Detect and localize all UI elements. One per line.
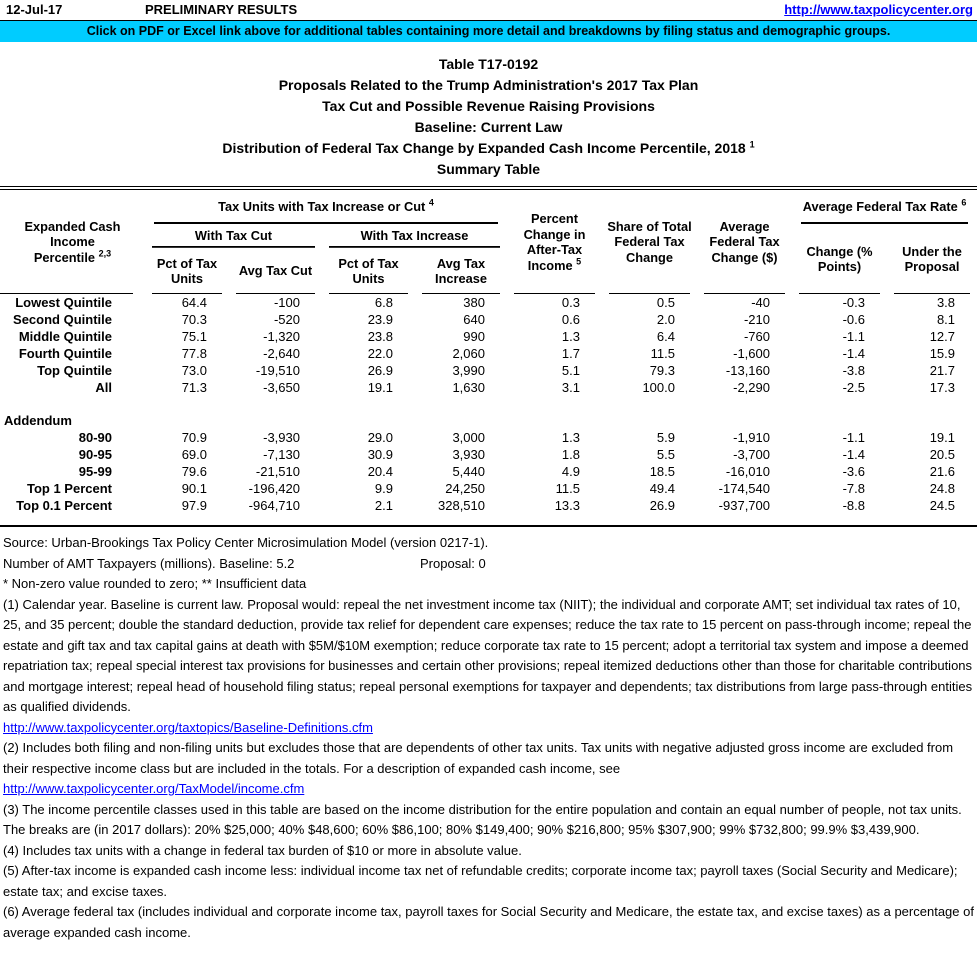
cell: 1.7 bbox=[561, 346, 580, 361]
cell: 2,060 bbox=[452, 346, 485, 361]
cell: 11.5 bbox=[650, 346, 675, 361]
date-label: 12-Jul-17 bbox=[6, 2, 63, 17]
cell: 5.9 bbox=[656, 430, 675, 445]
table-row bbox=[0, 362, 977, 379]
cell: -3.8 bbox=[842, 363, 865, 378]
footnote-ref: 1 bbox=[749, 139, 755, 150]
cell: 5.1 bbox=[561, 363, 580, 378]
cell: -1,910 bbox=[733, 430, 770, 445]
table-row bbox=[0, 480, 977, 497]
footnote-1: (1) Calendar year. Baseline is current law. Proposal would: repeal the net investment income tax (NIIT); the individual and corporate AMT; set individual tax rates of 10, 25, and 35 percent; double the standard deduction, provide tax relief for dependent care expenses; reduce the tax rate to 15 percent on pass-through income; repeal the estate and gift tax and tax capital gains at death with $5M/$10M exemption; reduce corporate tax rate to 15 percent; adopt a territorial tax system and impose a deemed repatriation tax; repeal special interest tax provisions for businesses and certain other provisions; repeal itemized deductions other than those for charitable contributions and mortgage interest; repeal head of household filing status; repeal personal exemptions for taxpayer and dependents; tax distributions from large pass-through entities as qualified dividends. bbox=[3, 596, 973, 714]
cell: 90.1 bbox=[181, 481, 207, 496]
cell: -100 bbox=[273, 295, 300, 310]
header-group-average-federal-tax-rate: Average Federal Tax Rate $^6$ bbox=[792, 188, 977, 224]
cell: 30.9 bbox=[367, 447, 393, 462]
header-avg-tax-increase: Avg Tax Increase bbox=[415, 248, 507, 294]
footnote-ref: 4 bbox=[428, 197, 434, 208]
amt-taxpayers-note bbox=[3, 554, 974, 575]
row-label: 95-99 bbox=[78, 464, 112, 479]
distribution-table bbox=[0, 186, 977, 527]
cell: 990 bbox=[463, 329, 485, 344]
row-label: Middle Quintile bbox=[18, 329, 112, 344]
addendum-label: Addendum bbox=[4, 412, 72, 428]
footnote-3: (3) The income percentile classes used in this table are based on the income distribution for the entire population and contain an equal number of people, not tax units. The breaks are (in 2017 dollars): 20% $25,000; 40% $48,600; 60% $86,100; 80% $149,400; 90% $216,800; 95% $307,900; 99% $732,800; 99.9% $3,439,900. bbox=[3, 801, 962, 837]
cell: 22.0 bbox=[367, 346, 393, 361]
title-line-table-number: Table T17-0192 bbox=[438, 56, 539, 72]
cell: 0.3 bbox=[561, 295, 580, 310]
cell: 75.1 bbox=[181, 329, 207, 344]
cell: 380 bbox=[463, 295, 485, 310]
cell: -2.5 bbox=[842, 380, 865, 395]
cell: 19.1 bbox=[929, 430, 956, 445]
cell: 69.0 bbox=[181, 447, 207, 462]
rounding-note: * Non-zero value rounded to zero; ** Insufficient data bbox=[3, 576, 307, 591]
cell: -0.6 bbox=[842, 312, 865, 327]
cell: 49.4 bbox=[649, 481, 675, 496]
cell: 24.5 bbox=[929, 498, 956, 513]
title-line-provisions: Tax Cut and Possible Revenue Raising Provisions bbox=[322, 98, 655, 114]
table-title bbox=[0, 54, 977, 180]
site-link[interactable]: http://www.taxpolicycenter.org bbox=[784, 2, 973, 17]
spacer-row bbox=[0, 514, 977, 526]
cell: -1,320 bbox=[263, 329, 300, 344]
cell: -1.1 bbox=[842, 329, 865, 344]
cell: 11.5 bbox=[555, 481, 580, 496]
cell: 13.3 bbox=[554, 498, 580, 513]
cell: -174,540 bbox=[718, 481, 770, 496]
header-pct-change-after-tax-income: Percent Change in After-Tax Income $^5$ bbox=[507, 188, 602, 294]
source-note: Source: Urban-Brookings Tax Policy Center Microsimulation Model (version 0217-1). bbox=[3, 535, 489, 550]
cell: -19,510 bbox=[255, 363, 300, 378]
cell: -7.8 bbox=[842, 481, 865, 496]
cell: -1.4 bbox=[842, 447, 865, 462]
table-row bbox=[0, 311, 977, 328]
row-label: 80-90 bbox=[78, 430, 112, 445]
cell: 6.4 bbox=[656, 329, 675, 344]
row-label: Lowest Quintile bbox=[15, 295, 112, 310]
header-rate-under-proposal: Under the Proposal bbox=[887, 224, 977, 294]
row-label: Top Quintile bbox=[37, 363, 112, 378]
cell: -3,650 bbox=[263, 380, 300, 395]
income-definition-link[interactable]: http://www.taxpolicycenter.org/TaxModel/income.cfm bbox=[3, 781, 305, 796]
cell: 0.5 bbox=[656, 295, 675, 310]
cell: -1.4 bbox=[842, 346, 865, 361]
cell: 8.1 bbox=[936, 312, 956, 327]
cell: 15.9 bbox=[929, 346, 956, 361]
amt-baseline-value: Number of AMT Taxpayers (millions). Baseline: 5.2 bbox=[3, 555, 295, 571]
cell: -13,160 bbox=[725, 363, 770, 378]
cell: -16,010 bbox=[725, 464, 770, 479]
cell: 1.3 bbox=[561, 430, 580, 445]
row-label: 90-95 bbox=[78, 447, 112, 462]
cell: 2.0 bbox=[656, 312, 675, 327]
cell: 1.3 bbox=[561, 329, 580, 344]
table-row bbox=[0, 463, 977, 480]
cell: -7,130 bbox=[263, 447, 300, 462]
cell: 70.9 bbox=[181, 430, 207, 445]
row-label: All bbox=[95, 380, 112, 395]
baseline-definitions-link[interactable]: http://www.taxpolicycenter.org/taxtopics/Baseline-Definitions.cfm bbox=[3, 719, 373, 735]
cell: 3,930 bbox=[452, 447, 485, 462]
cell: 97.9 bbox=[181, 498, 207, 513]
cell: 3,990 bbox=[452, 363, 485, 378]
cell: 2.1 bbox=[374, 498, 393, 513]
cell: 5,440 bbox=[452, 464, 485, 479]
footnote-6: (6) Average federal tax (includes individual and corporate income tax, payroll taxes for Social Security and Medicare, the estate tax, and excise taxes) as a percentage of average expanded cash income. bbox=[3, 904, 974, 940]
cell: -1,600 bbox=[733, 346, 770, 361]
cell: -3.6 bbox=[842, 464, 865, 479]
cell: 5.5 bbox=[656, 447, 675, 462]
cell: 29.0 bbox=[367, 430, 393, 445]
cell: -3,700 bbox=[733, 447, 770, 462]
table-row bbox=[0, 429, 977, 446]
cell: 21.6 bbox=[929, 464, 956, 479]
cell: 20.4 bbox=[367, 464, 393, 479]
cell: -2,290 bbox=[733, 380, 770, 395]
table-row bbox=[0, 379, 977, 396]
header-avg-tax-cut: Avg Tax Cut bbox=[229, 248, 322, 294]
cell: 77.8 bbox=[181, 346, 207, 361]
addendum-row bbox=[0, 411, 977, 429]
row-label: Fourth Quintile bbox=[18, 346, 112, 361]
header-rate-change-points: Change (% Points) bbox=[792, 224, 887, 294]
cell: -0.3 bbox=[842, 295, 865, 310]
header-pct-tax-units-increase: Pct of Tax Units bbox=[322, 248, 415, 294]
cell: -210 bbox=[743, 312, 770, 327]
cell: 3.8 bbox=[936, 295, 956, 310]
cell: -196,420 bbox=[248, 481, 300, 496]
cell: 9.9 bbox=[374, 481, 393, 496]
cell: 4.9 bbox=[561, 464, 580, 479]
table-row bbox=[0, 328, 977, 345]
title-line-proposal: Proposals Related to the Trump Administration's 2017 Tax Plan bbox=[278, 77, 699, 93]
cell: 79.6 bbox=[181, 464, 207, 479]
cell: -760 bbox=[743, 329, 770, 344]
footnotes bbox=[0, 527, 977, 953]
cell: -520 bbox=[273, 312, 300, 327]
cell: 19.1 bbox=[367, 380, 393, 395]
cell: 71.3 bbox=[181, 380, 207, 395]
cell: 23.9 bbox=[367, 312, 393, 327]
header-average-federal-tax-change: Average Federal Tax Change ($) bbox=[697, 188, 792, 294]
row-label: Top 0.1 Percent bbox=[16, 498, 112, 513]
spacer-row bbox=[0, 396, 977, 411]
info-banner: Click on PDF or Excel link above for additional tables containing more detail and breakdowns by filing status and demographic groups. bbox=[0, 21, 977, 42]
top-bar bbox=[0, 0, 977, 21]
cell: 0.6 bbox=[561, 312, 580, 327]
footnote-ref: 5 bbox=[576, 256, 582, 267]
cell: 12.7 bbox=[929, 329, 956, 344]
cell: -40 bbox=[751, 295, 770, 310]
header-group-tax-units-increase-or-cut: Tax Units with Tax Increase or Cut $^4$ bbox=[145, 188, 507, 224]
title-line-baseline: Baseline: Current Law bbox=[414, 119, 563, 135]
header-with-tax-cut: With Tax Cut bbox=[145, 224, 322, 248]
cell: -964,710 bbox=[248, 498, 300, 513]
footnote-5: (5) After-tax income is expanded cash income less: individual income tax net of refundable credits; corporate income tax; payroll taxes (Social Security and Medicare); estate tax; and excise taxes. bbox=[3, 863, 958, 899]
cell: 73.0 bbox=[181, 363, 207, 378]
header-with-tax-increase: With Tax Increase bbox=[322, 224, 507, 248]
footnote-4: (4) Includes tax units with a change in federal tax burden of $10 or more in absolute value. bbox=[3, 842, 522, 858]
cell: 24,250 bbox=[445, 481, 485, 496]
footnote-ref: 2,3 bbox=[98, 248, 112, 259]
header-expanded-cash-income-percentile: Expanded Cash Income Percentile $^{2,3}$ bbox=[0, 188, 145, 294]
table-row bbox=[0, 497, 977, 514]
row-label: Top 1 Percent bbox=[26, 481, 112, 496]
cell: 24.8 bbox=[929, 481, 956, 496]
cell: 64.4 bbox=[181, 295, 207, 310]
header-pct-tax-units-cut: Pct of Tax Units bbox=[145, 248, 229, 294]
spacer bbox=[0, 396, 977, 411]
cell: 1.8 bbox=[561, 447, 580, 462]
cell: 23.8 bbox=[367, 329, 393, 344]
row-label: Second Quintile bbox=[13, 312, 112, 327]
cell: 6.8 bbox=[374, 295, 393, 310]
spacer bbox=[0, 514, 977, 526]
footnote-2: (2) Includes both filing and non-filing units but excludes those that are dependents of other tax units. Tax units with negative adjusted gross income are excluded from their respective income class but are included in the totals. For a description of expanded cash income, see bbox=[3, 740, 954, 776]
cell: 100.0 bbox=[642, 380, 675, 395]
title-line-summary: Summary Table bbox=[436, 161, 541, 177]
cell: 17.3 bbox=[929, 380, 956, 395]
cell: 20.5 bbox=[929, 447, 956, 462]
cell: -1.1 bbox=[842, 430, 865, 445]
cell: 21.7 bbox=[929, 363, 956, 378]
cell: 1,630 bbox=[452, 380, 485, 395]
cell: 70.3 bbox=[181, 312, 207, 327]
cell: -8.8 bbox=[842, 498, 865, 513]
preliminary-results-label: PRELIMINARY RESULTS bbox=[145, 2, 298, 17]
cell: 3.1 bbox=[561, 380, 580, 395]
cell: -3,930 bbox=[263, 430, 300, 445]
cell: 79.3 bbox=[649, 363, 675, 378]
cell: 18.5 bbox=[649, 464, 675, 479]
cell: 26.9 bbox=[367, 363, 393, 378]
cell: -21,510 bbox=[255, 464, 300, 479]
cell: -937,700 bbox=[718, 498, 770, 513]
cell: 26.9 bbox=[649, 498, 675, 513]
cell: 640 bbox=[463, 312, 485, 327]
table-row bbox=[0, 294, 977, 311]
table-row bbox=[0, 446, 977, 463]
footnote-ref: 6 bbox=[961, 197, 967, 208]
cell: 328,510 bbox=[438, 498, 485, 513]
cell: 3,000 bbox=[452, 430, 485, 445]
cell: -2,640 bbox=[263, 346, 300, 361]
table-row bbox=[0, 345, 977, 362]
header-share-total-federal-tax-change: Share of Total Federal Tax Change bbox=[602, 188, 697, 294]
title-line-distribution: Distribution of Federal Tax Change by Expanded Cash Income Percentile, 2018 $^1$ bbox=[222, 139, 755, 156]
amt-proposal-value: Proposal: 0 bbox=[420, 555, 486, 571]
